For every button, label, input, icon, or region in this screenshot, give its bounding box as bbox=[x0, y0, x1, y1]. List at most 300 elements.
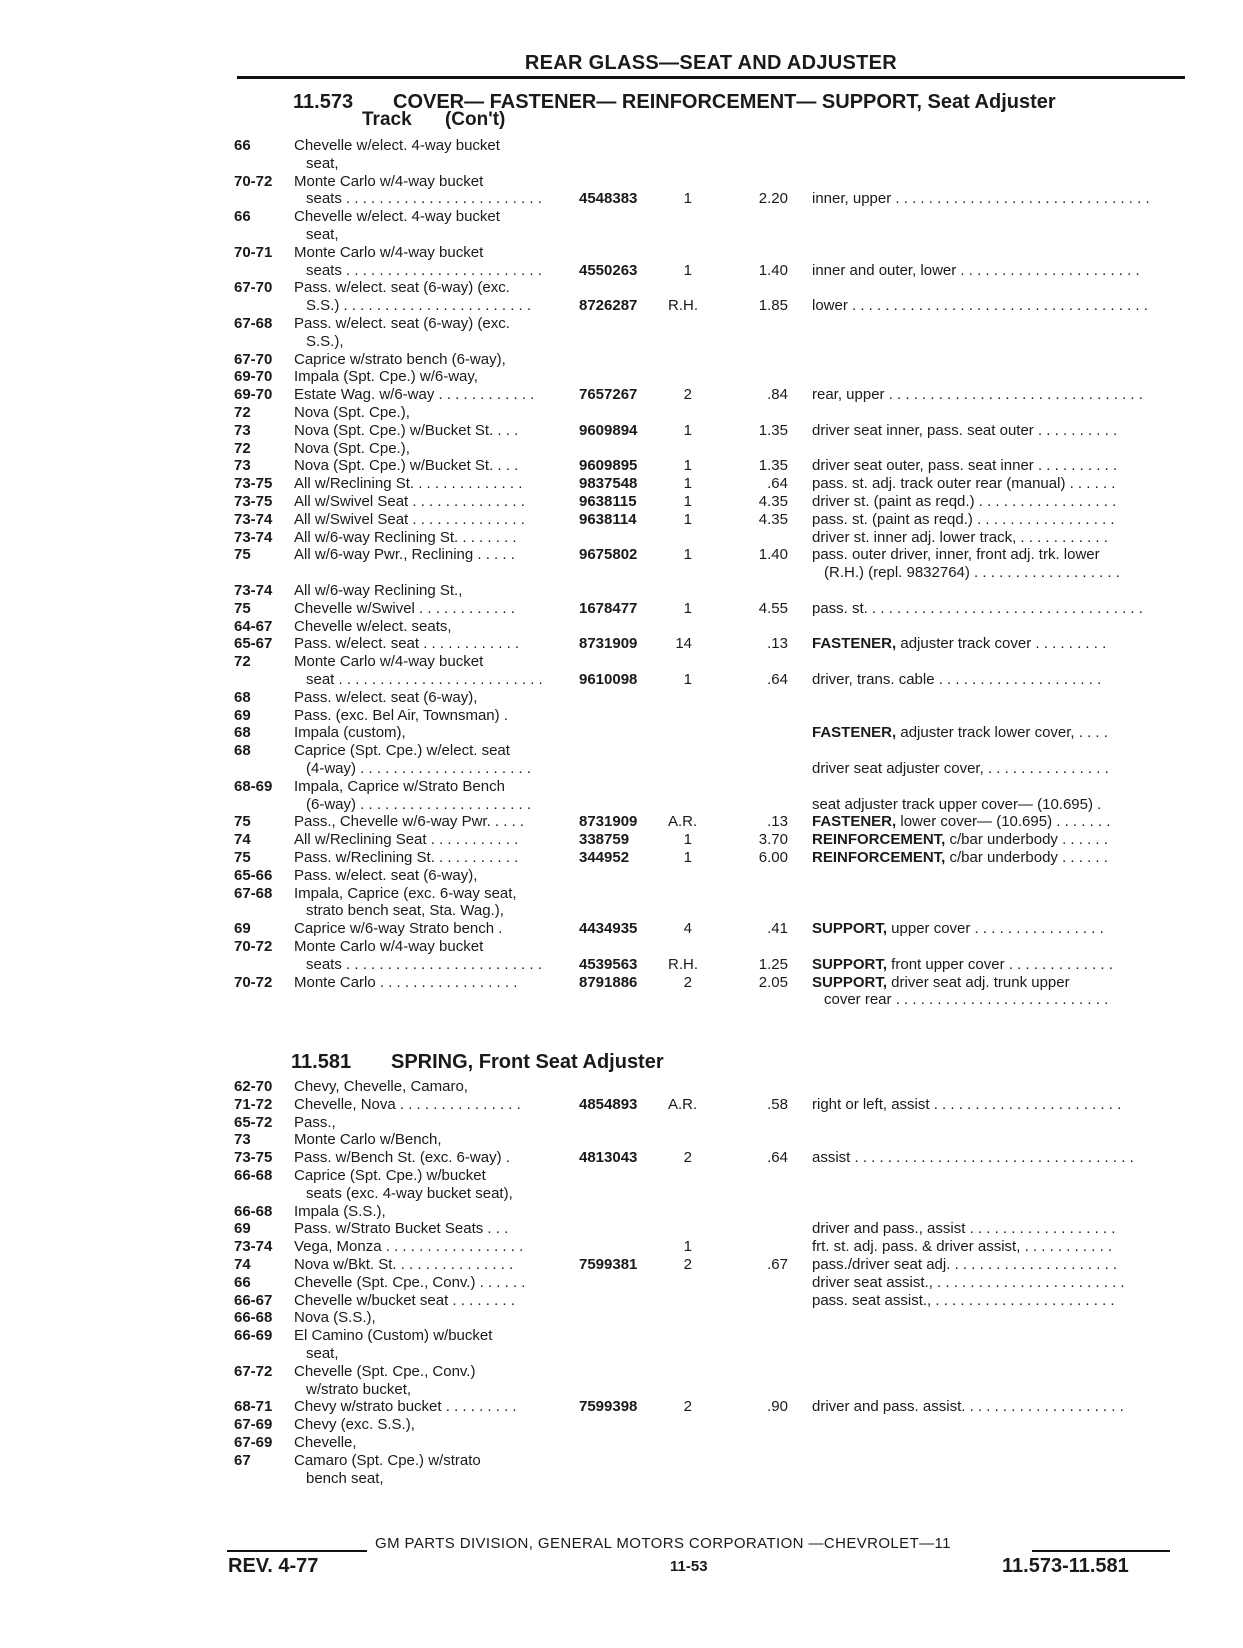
quantity: R.H. bbox=[668, 955, 698, 973]
footer-publisher: GM PARTS DIVISION, GENERAL MOTORS CORPORATION —CHEVROLET—11 bbox=[375, 1535, 951, 1552]
application-description: Pass. w/Bench St. (exc. 6-way) . bbox=[294, 1149, 510, 1167]
part-name: FASTENER, bbox=[812, 724, 897, 742]
part-number: 8731909 bbox=[579, 635, 638, 653]
model-years: 73-74 bbox=[234, 1238, 273, 1256]
part-detail: driver st. (paint as reqd.) . . . . . . . . . . . . . . . . . bbox=[812, 493, 1117, 510]
part-description bbox=[812, 670, 1170, 689]
application-description: Chevelle w/bucket seat . . . . . . . . bbox=[294, 1291, 515, 1309]
part-detail: adjuster track lower cover, . . . . bbox=[896, 724, 1108, 742]
model-years: 67-68 bbox=[234, 884, 273, 902]
part-detail: pass. outer driver, inner, front adj. trk. lower bbox=[812, 546, 1100, 564]
table-row bbox=[0, 350, 1243, 369]
model-years: 73-75 bbox=[234, 475, 273, 493]
model-years: 64-67 bbox=[234, 617, 273, 635]
price: 1.25 bbox=[758, 955, 788, 973]
application-description: Pass. w/elect. seat (6-way) (exc. bbox=[294, 315, 510, 332]
table-row bbox=[0, 1308, 1243, 1327]
part-detail: driver, trans. cable . . . . . . . . . . . . . . . . . . . . bbox=[812, 671, 1102, 688]
part-description bbox=[812, 456, 1170, 475]
table-row bbox=[0, 634, 1243, 653]
part-number: 4813043 bbox=[579, 1149, 638, 1167]
application-description: strato bench seat, Sta. Wag.), bbox=[306, 902, 504, 920]
quantity: 1 bbox=[683, 671, 692, 688]
part-number: 4434935 bbox=[579, 920, 638, 938]
model-years: 75 bbox=[234, 546, 251, 564]
application-description: Nova (Spt. Cpe.) w/Bucket St. . . . bbox=[294, 421, 519, 439]
table-row bbox=[0, 973, 1243, 992]
application-description: Caprice (Spt. Cpe.) w/elect. seat bbox=[294, 742, 510, 760]
model-years: 69-70 bbox=[234, 368, 273, 386]
quantity: 2 bbox=[683, 1256, 692, 1273]
part-description bbox=[812, 723, 1170, 742]
application-description: Chevy w/strato bucket . . . . . . . . . bbox=[294, 1398, 517, 1416]
application-description: Impala (Spt. Cpe.) w/6-way, bbox=[294, 368, 478, 386]
table-row bbox=[0, 1202, 1243, 1221]
model-years: 73 bbox=[234, 457, 251, 475]
application-description: Pass. (exc. Bel Air, Townsman) . bbox=[294, 706, 508, 724]
part-number: 4550263 bbox=[579, 261, 638, 279]
part-detail: driver seat outer, pass. seat inner . . . . . . . . . . bbox=[812, 457, 1118, 475]
table-row bbox=[0, 1166, 1243, 1185]
part-number: 344952 bbox=[579, 849, 630, 866]
section-title: SPRING, Front Seat Adjuster bbox=[391, 1051, 664, 1073]
price: 1.35 bbox=[758, 421, 788, 439]
quantity: 2 bbox=[683, 386, 692, 404]
price: .41 bbox=[767, 920, 788, 938]
model-years: 73 bbox=[234, 1131, 251, 1149]
table-row bbox=[0, 1415, 1243, 1434]
model-years: 70-72 bbox=[234, 172, 273, 190]
price: 4.35 bbox=[758, 493, 788, 510]
part-description bbox=[812, 973, 1170, 992]
part-detail: cover rear . . . . . . . . . . . . . . . . . . . . . . . . . . bbox=[824, 991, 1109, 1009]
price: .58 bbox=[767, 1095, 788, 1113]
model-years: 69-70 bbox=[234, 386, 273, 404]
application-description: S.S.) . . . . . . . . . . . . . . . . . . . . . . . bbox=[306, 297, 532, 315]
section-heading bbox=[291, 1052, 664, 1072]
table-row bbox=[0, 670, 1243, 689]
part-description bbox=[812, 634, 1170, 653]
application-description: Chevelle (Spt. Cpe., Conv.) . . . . . . bbox=[294, 1273, 526, 1291]
table-row bbox=[0, 759, 1243, 778]
part-description bbox=[812, 1273, 1170, 1292]
application-description: seats (exc. 4-way bucket seat), bbox=[306, 1184, 513, 1202]
table-row bbox=[0, 1095, 1243, 1114]
table-row bbox=[0, 617, 1243, 636]
model-years: 65-66 bbox=[234, 866, 273, 884]
quantity: 1 bbox=[683, 546, 692, 564]
part-name: SUPPORT, bbox=[812, 973, 888, 991]
table-row bbox=[0, 1273, 1243, 1292]
part-detail: driver seat adj. trunk upper bbox=[887, 973, 1070, 991]
quantity: 1 bbox=[683, 493, 692, 510]
table-row bbox=[0, 1148, 1243, 1167]
part-detail: frt. st. adj. pass. & driver assist, . . . . . . . . . . . bbox=[812, 1238, 1113, 1256]
quantity: R.H. bbox=[668, 297, 698, 315]
application-description: Caprice w/strato bench (6-way), bbox=[294, 350, 506, 368]
table-row bbox=[0, 901, 1243, 920]
application-description: Chevy, Chevelle, Camaro, bbox=[294, 1078, 468, 1095]
price: .64 bbox=[767, 1149, 788, 1167]
part-number: 7599381 bbox=[579, 1256, 638, 1273]
table-row bbox=[0, 545, 1243, 564]
part-detail: driver and pass., assist . . . . . . . . . . . . . . . . . . bbox=[812, 1220, 1116, 1238]
model-years: 66-68 bbox=[234, 1167, 273, 1184]
application-description: Monte Carlo w/Bench, bbox=[294, 1131, 442, 1149]
table-row bbox=[0, 385, 1243, 404]
table-row bbox=[0, 1255, 1243, 1274]
part-description bbox=[812, 421, 1170, 440]
application-description: Caprice (Spt. Cpe.) w/bucket bbox=[294, 1167, 486, 1184]
part-detail: right or left, assist . . . . . . . . . . . . . . . . . . . . . . . bbox=[812, 1095, 1122, 1113]
application-description: All w/Reclining St. . . . . . . . . . . . . . bbox=[294, 475, 523, 493]
part-description bbox=[812, 474, 1170, 493]
part-detail: front upper cover . . . . . . . . . . . . . bbox=[887, 955, 1113, 973]
part-detail: driver seat assist., . . . . . . . . . . . . . . . . . . . . . . . bbox=[812, 1273, 1125, 1291]
application-description: Nova w/Bkt. St. . . . . . . . . . . . . . . bbox=[294, 1256, 514, 1273]
model-years: 71-72 bbox=[234, 1095, 273, 1113]
model-years: 73-74 bbox=[234, 510, 273, 528]
model-years: 75 bbox=[234, 813, 251, 831]
model-years: 67-69 bbox=[234, 1416, 273, 1434]
quantity: 1 bbox=[683, 190, 692, 208]
model-years: 72 bbox=[234, 653, 251, 671]
table-row bbox=[0, 581, 1243, 600]
part-detail: adjuster track cover . . . . . . . . . bbox=[896, 635, 1107, 653]
application-description: Pass. w/Strato Bucket Seats . . . bbox=[294, 1220, 509, 1238]
table-row bbox=[0, 1326, 1243, 1345]
table-row bbox=[0, 474, 1243, 493]
model-years: 68 bbox=[234, 742, 251, 760]
part-detail: pass. st. . . . . . . . . . . . . . . . . . . . . . . . . . . . . . . . . . bbox=[812, 599, 1143, 617]
part-number: 8731909 bbox=[579, 813, 638, 831]
application-description: Impala (S.S.), bbox=[294, 1202, 386, 1220]
application-description: El Camino (Custom) w/bucket bbox=[294, 1327, 493, 1345]
model-years: 73-74 bbox=[234, 582, 273, 599]
part-description bbox=[812, 848, 1170, 867]
price: 4.55 bbox=[758, 599, 788, 617]
table-row bbox=[0, 777, 1243, 796]
table-row bbox=[0, 403, 1243, 422]
table-row bbox=[0, 1433, 1243, 1452]
model-years: 66-69 bbox=[234, 1327, 273, 1345]
quantity: 1 bbox=[683, 510, 692, 528]
table-row bbox=[0, 439, 1243, 458]
part-name: REINFORCEMENT, bbox=[812, 849, 946, 866]
part-number: 4548383 bbox=[579, 190, 638, 208]
table-row bbox=[0, 955, 1243, 974]
model-years: 67-69 bbox=[234, 1434, 273, 1451]
part-description bbox=[812, 492, 1170, 511]
part-description bbox=[812, 1148, 1170, 1167]
table-row bbox=[0, 884, 1243, 903]
part-number: 7657267 bbox=[579, 386, 638, 404]
part-description bbox=[812, 261, 1170, 280]
table-row bbox=[0, 207, 1243, 226]
table-row bbox=[0, 243, 1243, 262]
price: .67 bbox=[767, 1256, 788, 1273]
table-row bbox=[0, 706, 1243, 725]
table-row bbox=[0, 741, 1243, 760]
part-number: 9675802 bbox=[579, 546, 638, 564]
quantity: 1 bbox=[683, 1238, 692, 1256]
application-description: seat, bbox=[306, 154, 339, 172]
application-description: seat . . . . . . . . . . . . . . . . . . . . . . . . . bbox=[306, 671, 543, 688]
part-detail: pass. st. (paint as reqd.) . . . . . . . . . . . . . . . . . bbox=[812, 510, 1115, 528]
application-description: Monte Carlo . . . . . . . . . . . . . . . . . bbox=[294, 973, 518, 991]
continued-marker: (Con't) bbox=[444, 109, 506, 130]
application-description: Monte Carlo w/4-way bucket bbox=[294, 938, 484, 955]
section-title-continuation: Track bbox=[362, 109, 412, 130]
model-years: 73-75 bbox=[234, 1149, 273, 1167]
model-years: 73-75 bbox=[234, 493, 273, 510]
part-description bbox=[824, 990, 1170, 1009]
application-description: seats . . . . . . . . . . . . . . . . . . . . . . . . bbox=[306, 955, 542, 973]
model-years: 66 bbox=[234, 1273, 251, 1291]
page-number: 11-53 bbox=[670, 1558, 708, 1575]
table-row bbox=[0, 1380, 1243, 1399]
application-description: Pass., Chevelle w/6-way Pwr. . . . . bbox=[294, 813, 525, 831]
table-row bbox=[0, 172, 1243, 191]
application-description: All w/6-way Reclining St. . . . . . . . bbox=[294, 528, 517, 546]
application-description: Vega, Monza . . . . . . . . . . . . . . . . . bbox=[294, 1238, 524, 1256]
part-detail: driver and pass. assist. . . . . . . . . . . . . . . . . . . . bbox=[812, 1398, 1124, 1416]
part-description bbox=[812, 812, 1170, 831]
quantity: 2 bbox=[683, 1149, 692, 1167]
part-detail: lower . . . . . . . . . . . . . . . . . . . . . . . . . . . . . . . . . . . . bbox=[812, 297, 1148, 315]
price: 6.00 bbox=[758, 849, 788, 866]
application-description: All w/Swivel Seat . . . . . . . . . . . . . . bbox=[294, 510, 525, 528]
model-years: 68-71 bbox=[234, 1398, 273, 1416]
quantity: A.R. bbox=[668, 813, 698, 831]
application-description: Pass. w/elect. seat (6-way) (exc. bbox=[294, 279, 510, 297]
table-row bbox=[0, 278, 1243, 297]
model-years: 75 bbox=[234, 599, 251, 617]
part-detail: driver seat inner, pass. seat outer . . . . . . . . . . bbox=[812, 421, 1118, 439]
part-detail: assist . . . . . . . . . . . . . . . . . . . . . . . . . . . . . . . . . . bbox=[812, 1149, 1134, 1167]
table-row bbox=[0, 812, 1243, 831]
application-description: seat, bbox=[306, 226, 339, 243]
model-years: 66 bbox=[234, 208, 251, 226]
model-years: 69 bbox=[234, 706, 251, 724]
table-row bbox=[0, 1237, 1243, 1256]
model-years: 75 bbox=[234, 849, 251, 866]
application-description: Nova (Spt. Cpe.), bbox=[294, 439, 410, 457]
price: .90 bbox=[767, 1398, 788, 1416]
table-row bbox=[0, 599, 1243, 618]
table-row bbox=[0, 723, 1243, 742]
model-years: 70-72 bbox=[234, 938, 273, 955]
part-name: REINFORCEMENT, bbox=[812, 831, 946, 849]
table-row bbox=[0, 937, 1243, 956]
application-description: Chevelle, Nova . . . . . . . . . . . . . . . bbox=[294, 1095, 521, 1113]
model-years: 73 bbox=[234, 421, 251, 439]
application-description: seat, bbox=[306, 1345, 339, 1362]
model-years: 67-72 bbox=[234, 1362, 273, 1380]
table-row bbox=[0, 225, 1243, 244]
model-years: 73-74 bbox=[234, 528, 273, 546]
part-description bbox=[812, 919, 1170, 938]
part-description bbox=[812, 1237, 1170, 1256]
part-detail: inner and outer, lower . . . . . . . . . . . . . . . . . . . . . . bbox=[812, 261, 1140, 279]
quantity: 2 bbox=[683, 973, 692, 991]
model-years: 68 bbox=[234, 724, 251, 742]
price: .64 bbox=[767, 671, 788, 688]
application-description: Camaro (Spt. Cpe.) w/strato bbox=[294, 1451, 481, 1469]
part-description bbox=[812, 385, 1170, 404]
table-row bbox=[0, 492, 1243, 511]
application-description: Nova (S.S.), bbox=[294, 1309, 376, 1327]
part-number: 4854893 bbox=[579, 1095, 638, 1113]
price: 2.20 bbox=[758, 190, 788, 208]
header-rule bbox=[237, 76, 1185, 79]
table-row bbox=[0, 1184, 1243, 1203]
price: .13 bbox=[767, 813, 788, 831]
quantity: 2 bbox=[683, 1398, 692, 1416]
application-description: All w/Reclining Seat . . . . . . . . . . . bbox=[294, 831, 519, 849]
table-row bbox=[0, 528, 1243, 547]
application-description: Chevelle w/Swivel . . . . . . . . . . . . bbox=[294, 599, 515, 617]
application-description: All w/6-way Reclining St., bbox=[294, 582, 463, 599]
part-number: 9609895 bbox=[579, 457, 638, 475]
table-row bbox=[0, 136, 1243, 155]
application-description: S.S.), bbox=[306, 332, 344, 350]
application-description: (4-way) . . . . . . . . . . . . . . . . . . . . . bbox=[306, 760, 532, 777]
table-row bbox=[0, 421, 1243, 440]
part-number: 7599398 bbox=[579, 1398, 638, 1416]
table-row bbox=[0, 261, 1243, 280]
quantity: 1 bbox=[683, 457, 692, 475]
section-number: 11.581 bbox=[291, 1051, 352, 1073]
part-detail: pass./driver seat adj. . . . . . . . . . . . . . . . . . . . . bbox=[812, 1256, 1118, 1273]
table-row bbox=[0, 332, 1243, 351]
part-description bbox=[824, 563, 1170, 582]
application-description: Pass. w/Reclining St. . . . . . . . . . . bbox=[294, 849, 519, 866]
price: 1.85 bbox=[758, 297, 788, 315]
footer-rule bbox=[1032, 1550, 1170, 1552]
part-detail: driver seat adjuster cover, . . . . . . . . . . . . . . . bbox=[812, 760, 1109, 777]
application-description: All w/6-way Pwr., Reclining . . . . . bbox=[294, 546, 515, 564]
table-row bbox=[0, 1291, 1243, 1310]
table-row bbox=[0, 919, 1243, 938]
part-description bbox=[812, 759, 1170, 778]
model-years: 72 bbox=[234, 404, 251, 421]
table-row bbox=[0, 1397, 1243, 1416]
application-description: Caprice w/6-way Strato bench . bbox=[294, 920, 503, 938]
part-number: 9638115 bbox=[579, 493, 637, 510]
part-detail: c/bar underbody . . . . . . bbox=[945, 849, 1108, 866]
application-description: bench seat, bbox=[306, 1469, 384, 1487]
table-row bbox=[0, 1113, 1243, 1132]
quantity: 1 bbox=[683, 849, 692, 866]
part-description bbox=[812, 545, 1170, 564]
model-years: 70-71 bbox=[234, 243, 273, 261]
application-description: All w/Swivel Seat . . . . . . . . . . . . . . bbox=[294, 493, 525, 510]
model-years: 67 bbox=[234, 1451, 251, 1469]
price: .64 bbox=[767, 475, 788, 493]
table-row bbox=[0, 189, 1243, 208]
model-years: 67-70 bbox=[234, 350, 273, 368]
model-years: 74 bbox=[234, 1256, 251, 1273]
model-years: 65-67 bbox=[234, 635, 273, 653]
part-description bbox=[812, 830, 1170, 849]
table-row bbox=[0, 296, 1243, 315]
part-detail: driver st. inner adj. lower track, . . . . . . . . . . . bbox=[812, 528, 1108, 546]
part-number: 9837548 bbox=[579, 475, 638, 493]
table-row bbox=[0, 563, 1243, 582]
table-row bbox=[0, 1344, 1243, 1363]
part-description bbox=[812, 296, 1170, 315]
model-years: 68 bbox=[234, 688, 251, 706]
application-description: Pass. w/elect. seat (6-way), bbox=[294, 688, 478, 706]
part-name: SUPPORT, bbox=[812, 955, 888, 973]
part-description bbox=[812, 1397, 1170, 1416]
part-detail: pass. seat assist., . . . . . . . . . . . . . . . . . . . . . . bbox=[812, 1291, 1115, 1309]
table-row bbox=[0, 795, 1243, 814]
section-number: 11.573 bbox=[293, 91, 354, 113]
footer-rule bbox=[227, 1550, 367, 1552]
table-row bbox=[0, 510, 1243, 529]
application-description: Monte Carlo w/4-way bucket bbox=[294, 172, 484, 190]
application-description: Chevelle (Spt. Cpe., Conv.) bbox=[294, 1362, 476, 1380]
application-description: Pass., bbox=[294, 1113, 336, 1131]
table-row bbox=[0, 1219, 1243, 1238]
price: .84 bbox=[767, 386, 788, 404]
table-row bbox=[0, 688, 1243, 707]
application-description: Chevelle, bbox=[294, 1434, 357, 1451]
application-description: Chevelle w/elect. 4-way bucket bbox=[294, 208, 500, 226]
part-detail: inner, upper . . . . . . . . . . . . . . . . . . . . . . . . . . . . . . . bbox=[812, 190, 1150, 208]
price: 1.35 bbox=[758, 457, 788, 475]
part-number: 9610098 bbox=[579, 671, 638, 688]
part-description bbox=[812, 510, 1170, 529]
part-detail: pass. st. adj. track outer rear (manual) . . . . . . bbox=[812, 475, 1116, 493]
table-row bbox=[0, 154, 1243, 173]
quantity: 1 bbox=[683, 475, 692, 493]
part-description bbox=[812, 1291, 1170, 1310]
application-description: seats . . . . . . . . . . . . . . . . . . . . . . . . bbox=[306, 190, 542, 208]
model-years: 68-69 bbox=[234, 777, 273, 795]
model-years: 66-68 bbox=[234, 1309, 273, 1327]
part-number: 4539563 bbox=[579, 955, 638, 973]
page-title: REAR GLASS—SEAT AND ADJUSTER bbox=[524, 52, 898, 74]
model-years: 69 bbox=[234, 920, 251, 938]
part-detail: upper cover . . . . . . . . . . . . . . . . bbox=[887, 920, 1104, 938]
table-row bbox=[0, 314, 1243, 333]
model-years: 66-68 bbox=[234, 1202, 273, 1220]
quantity: 4 bbox=[683, 920, 692, 938]
part-detail: seat adjuster track upper cover— (10.695) . bbox=[812, 795, 1102, 813]
part-description bbox=[812, 955, 1170, 974]
part-detail: (R.H.) (repl. 9832764) . . . . . . . . . . . . . . . . . . bbox=[824, 564, 1120, 582]
part-description bbox=[812, 528, 1170, 547]
quantity: A.R. bbox=[668, 1095, 698, 1113]
part-name: FASTENER, bbox=[812, 635, 897, 653]
table-row bbox=[0, 1077, 1243, 1096]
part-description bbox=[812, 1255, 1170, 1274]
application-description: Impala, Caprice (exc. 6-way seat, bbox=[294, 884, 517, 902]
application-description: Impala, Caprice w/Strato Bench bbox=[294, 777, 505, 795]
table-row bbox=[0, 652, 1243, 671]
application-description: Pass. w/elect. seat (6-way), bbox=[294, 866, 478, 884]
revision-label: REV. 4-77 bbox=[228, 1555, 319, 1577]
part-number: 8791886 bbox=[579, 973, 638, 991]
part-name: FASTENER, bbox=[812, 813, 897, 831]
part-number: 8726287 bbox=[579, 297, 638, 315]
application-description: Pass. w/elect. seat . . . . . . . . . . . . bbox=[294, 635, 520, 653]
application-description: seats . . . . . . . . . . . . . . . . . . . . . . . . bbox=[306, 261, 542, 279]
model-years: 74 bbox=[234, 831, 251, 849]
